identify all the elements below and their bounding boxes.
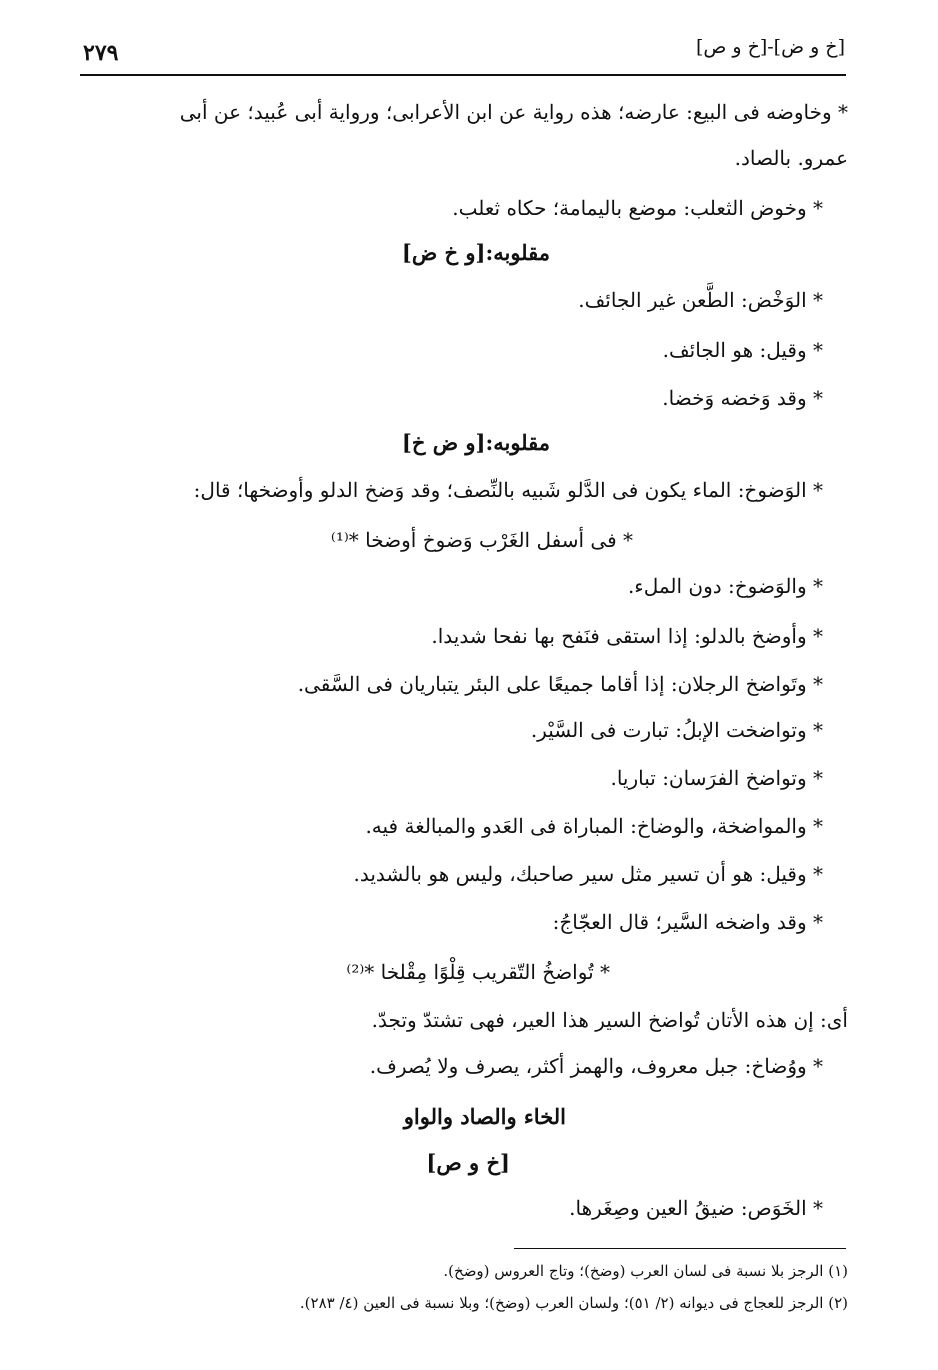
entry-awdakh: * وأوضخ بالدلو: إذا استقى فنَفح بها نفحا شديدا. (431, 624, 823, 648)
heading-chapter: الخاء والصاد والواو (403, 1104, 566, 1129)
entry-wadakhahu: * وقد واضخه السَّير؛ قال العجّاجُ: (552, 910, 823, 934)
entry-wakhd-verb: * وقد وَخضه وَخضا. (662, 386, 823, 410)
entry-wadukh: * الوَضوخ: الماء يكون فى الدَّلو شَبيه بالنِّصف؛ وقد وَضخ الدلو وأوضخها؛ قال: (193, 478, 823, 502)
footnote-1: (١) الرجز بلا نسبة فى لسان العرب (وضخ)؛ وتاج العروس (وضخ). (443, 1262, 848, 1280)
entry-tawadakhat-ibil: * وتواضخت الإبلُ: تبارت فى السَّيْر. (530, 718, 823, 742)
running-header: [خ و ض]-[خ و ص] (695, 36, 845, 58)
heading-maqlub-wkhd: مقلوبه:[و خ ض] (401, 240, 550, 265)
page-number: ٢٧٩ (83, 40, 119, 66)
verse-1: * فى أسفل الغَرْب وَضوخ أوضخا *⁽¹⁾ (330, 528, 633, 552)
entry-khawadah: * وخاوضه فى البيع: عارضه؛ هذه رواية عن ابن الأعرابى؛ ورواية أبى عُبيد؛ عن أبى (179, 100, 848, 124)
entry-tawadakh-farasan: * وتواضخ الفرَسان: تباريا. (610, 766, 823, 790)
entry-khawd-althaalab: * وخوض الثعلب: موضع باليمامة؛ حكاه ثعلب. (452, 196, 823, 220)
entry-khawas: * الخَوَص: ضيقُ العين وصِغَرها. (569, 1196, 823, 1220)
entry-tawadakh-rajulan: * وتَواضخ الرجلان: إذا أقاما جميعًا على البئر يتباريان فى السَّقى. (297, 672, 823, 696)
entry-wakhd-qil: * وقيل: هو الجائف. (662, 338, 823, 362)
footnote-2: (٢) الرجز للعجاج فى ديوانه (٢/ ٥١)؛ ولسان العرب (وضخ)؛ وبلا نسبة فى العين (٤/ ٢٨٣). (299, 1294, 848, 1312)
heading-root-khws: [خ و ص] (426, 1150, 510, 1175)
footnote-rule (514, 1248, 846, 1249)
verse-2: * تُواضخُ التّقريب قِلْوًا مِقْلخا *⁽²⁾ (346, 960, 610, 984)
header-rule (80, 74, 846, 76)
entry-wakil-sayr: * وقيل: هو أن تسير مثل سير صاحبك، وليس هو بالشديد. (353, 862, 823, 886)
entry-wudakh: * ووُضاخ: جبل معروف، والهمز أكثر، يصرف ولا يُصرف. (369, 1054, 823, 1078)
entry-muwadakha: * والمواضخة، والوضاخ: المباراة فى العَدو والمبالغة فيه. (365, 814, 823, 838)
entry-wakhd: * الوَخْض: الطَّعن غير الجائف. (578, 288, 823, 312)
gloss-atan: أى: إن هذه الأتان تُواضخ السير هذا العير، فهى تشتدّ وتجدّ. (371, 1008, 848, 1032)
heading-maqlub-wdkh: مقلوبه:[و ض خ] (401, 430, 550, 455)
entry-khawadah-cont: عمرو. بالصاد. (734, 146, 848, 170)
entry-wadukh-2: * والوَضوخ: دون الملء. (627, 574, 823, 598)
